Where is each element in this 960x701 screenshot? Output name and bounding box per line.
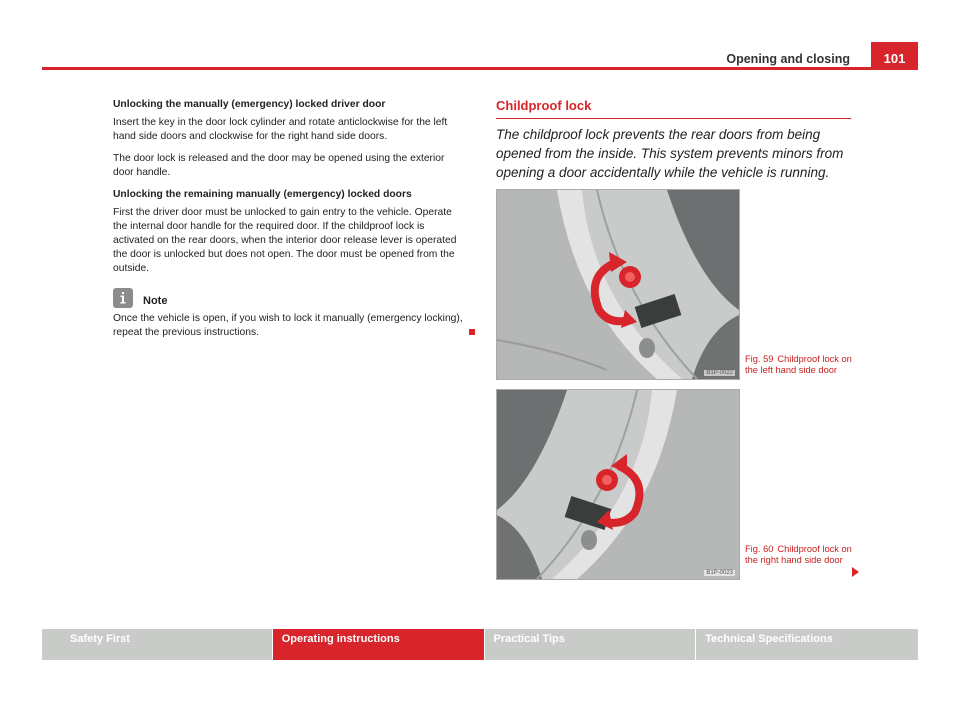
figure-60-caption	[745, 544, 855, 566]
figure-59-label: Fig. 59	[745, 354, 774, 364]
figure-59-caption-text: Childproof lock on the left hand side door	[745, 354, 852, 375]
note-info-icon	[113, 288, 133, 308]
tab-practical-tips[interactable]: Practical Tips	[485, 629, 696, 660]
note-text: Once the vehicle is open, if you wish to lock it manually (emergency locking), repeat the previous instructions.	[113, 313, 463, 338]
header-title: Opening and closing	[726, 52, 850, 66]
figure-60-label: Fig. 60	[745, 544, 774, 554]
paragraph-driver-door: Insert the key in the door lock cylinder and rotate anticlockwise for the left hand side doors and clockwise for the right hand side doors.	[113, 117, 448, 142]
section-intro: The childproof lock prevents the rear doors from being opened from the inside. This system prevents minors from opening a door accidentally while the vehicle is running.	[496, 127, 844, 180]
note-header	[113, 288, 465, 308]
door-lock-right-illustration	[497, 390, 739, 579]
note-label: Note	[143, 295, 168, 307]
door-lock-left-illustration	[497, 190, 739, 379]
figure-59-code: B1P-0022	[706, 370, 733, 376]
section-title: Childproof lock	[496, 98, 592, 113]
figure-60-image	[496, 389, 740, 580]
section-title-rule	[496, 118, 851, 119]
paragraph-remaining-doors: First the driver door must be unlocked to gain entry to the vehicle. Operate the internal door handle for the required door. If the childproof lock is activated on the rear doors, when the interior door release lever is operated the door is unlocked but does not open. The door must be opened from the outside.	[113, 207, 457, 274]
figure-60-caption-text: Childproof lock on the right hand side door	[745, 544, 852, 565]
paragraph-lock-released: The door lock is released and the door may be opened using the exterior door handle.	[113, 153, 445, 178]
tab-safety-first[interactable]: Safety First	[42, 629, 272, 660]
page-number: 101	[871, 42, 918, 68]
left-column	[113, 98, 465, 348]
tab-operating-instructions[interactable]: Operating instructions	[273, 629, 484, 660]
footer-nav	[42, 629, 918, 660]
figure-59-caption	[745, 354, 855, 376]
continued-arrow-icon	[852, 567, 859, 577]
subheading-driver-door: Unlocking the manually (emergency) locked driver door	[113, 99, 386, 110]
header-rule	[42, 67, 918, 70]
figure-60-code: B1P-0023	[706, 570, 733, 576]
subheading-remaining-doors: Unlocking the remaining manually (emergency) locked doors	[113, 189, 412, 200]
section-end-marker	[469, 329, 475, 335]
figure-59-image	[496, 189, 740, 380]
tab-technical-specifications[interactable]: Technical Specifications	[696, 629, 918, 660]
